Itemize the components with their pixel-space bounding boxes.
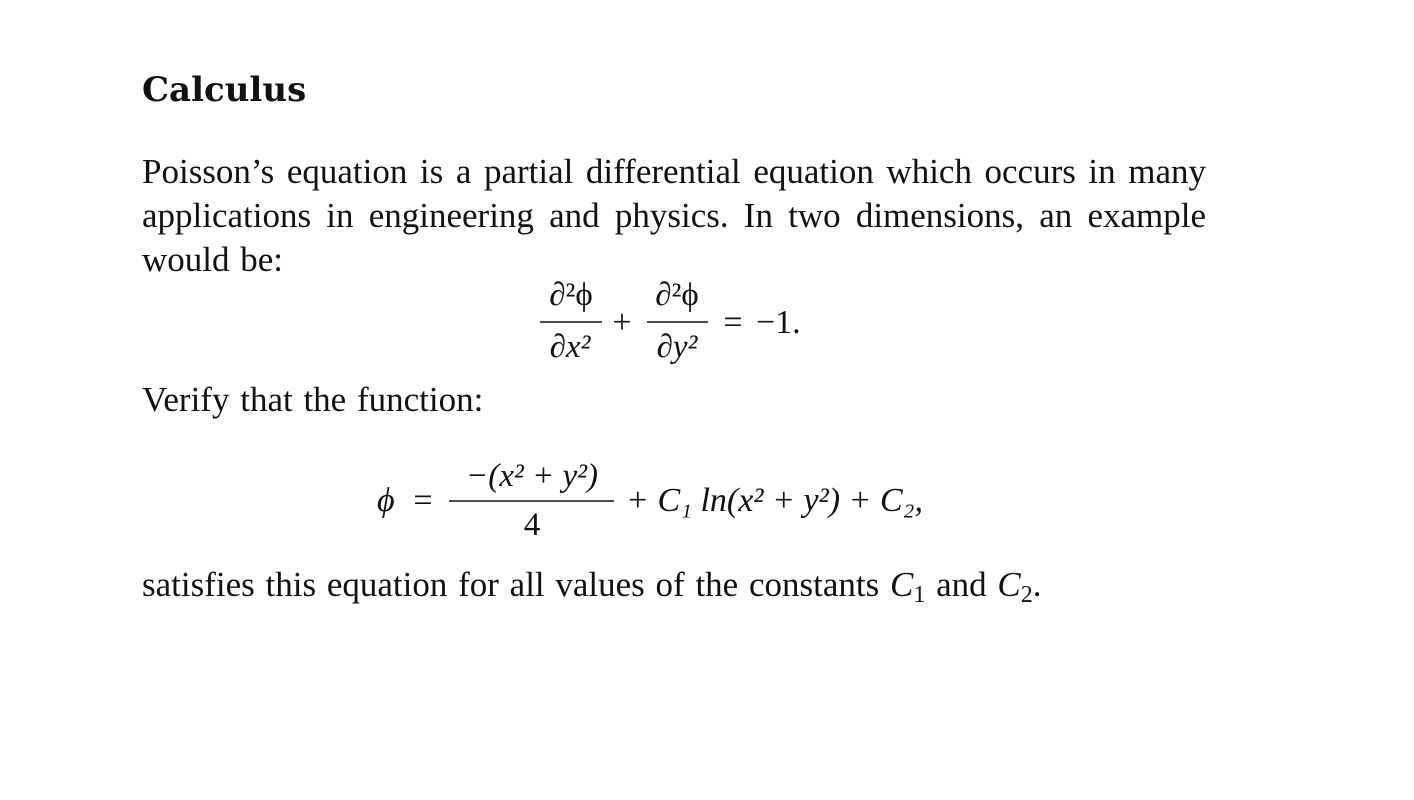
verify-paragraph: Verify that the function: <box>142 380 484 419</box>
conclusion-text-middle: and <box>925 565 998 604</box>
fraction-1-numerator: ∂²ϕ <box>549 277 593 313</box>
solution-equals-sign: = <box>413 482 433 519</box>
constant-c1-subscript: 1 <box>913 582 926 608</box>
fraction-2-numerator: ∂²ϕ <box>655 277 699 313</box>
poisson-equation <box>142 275 1206 371</box>
conclusion-text-after: . <box>1032 565 1042 604</box>
constant-c1-letter: C <box>889 565 914 604</box>
conclusion-text-before: satisfies this equation for all values of the constants <box>142 565 890 604</box>
poisson-equation-graphic <box>142 275 1206 371</box>
equation-rhs: −1. <box>756 304 801 341</box>
solution-numerator: −(x² + y²) <box>465 458 599 494</box>
document-page <box>142 0 1206 800</box>
fraction-1-denominator: ∂x² <box>549 329 591 365</box>
equals-sign: = <box>723 304 743 341</box>
section-heading: Calculus <box>142 70 307 110</box>
solution-tail: + C₁ ln(x² + y²) + C₂, <box>626 482 923 519</box>
solution-equation <box>142 448 1206 544</box>
plus-sign: + <box>612 304 632 341</box>
constant-c2 <box>997 565 1033 608</box>
solution-equation-graphic <box>142 448 1206 544</box>
constant-c2-letter: C <box>997 565 1021 604</box>
phi-symbol: ϕ <box>377 482 395 519</box>
constant-c2-subscript: 2 <box>1020 582 1033 608</box>
conclusion-paragraph <box>142 563 1206 607</box>
fraction-2-denominator: ∂y² <box>656 329 698 365</box>
solution-denominator: 4 <box>523 507 541 543</box>
constant-c1 <box>889 565 926 608</box>
intro-paragraph: Poisson’s equation is a partial differential equation which occurs in many applications in engineering and physics. In two dimensions, an example would be: <box>142 152 1206 279</box>
